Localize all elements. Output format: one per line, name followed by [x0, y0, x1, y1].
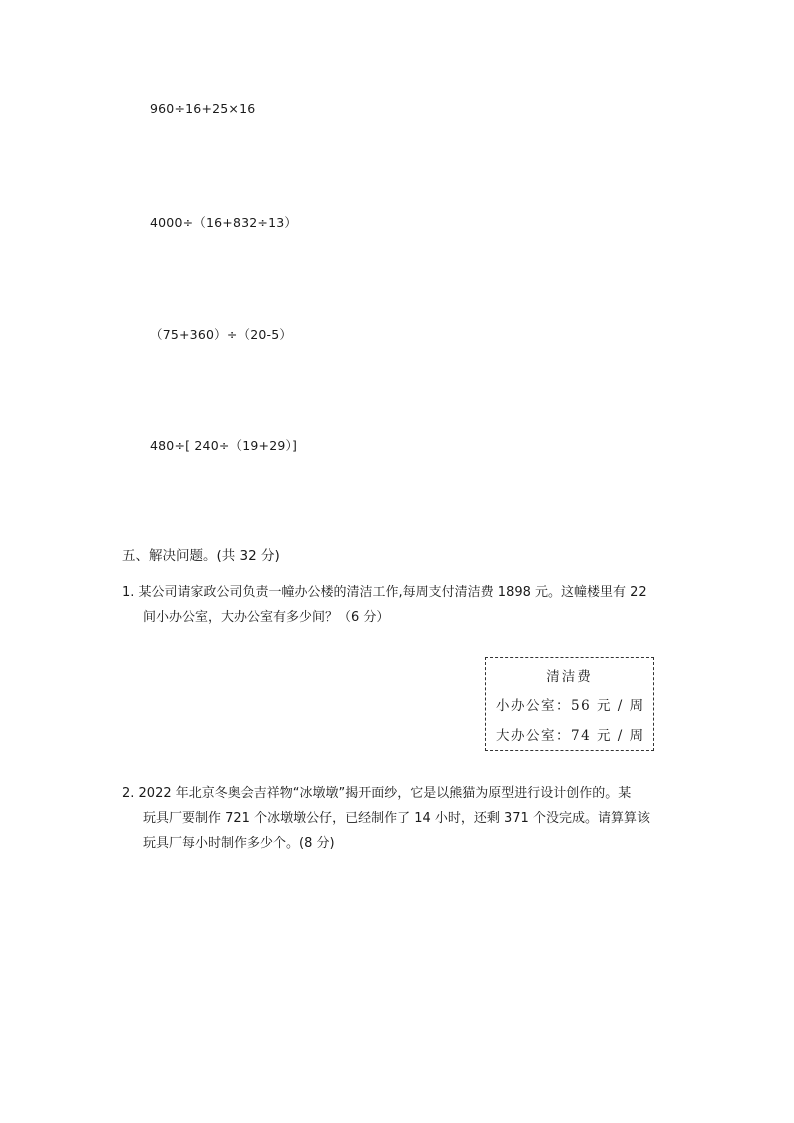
problem-2: [122, 781, 682, 856]
problem-1: [122, 580, 682, 630]
price-box: [485, 657, 654, 751]
price-box-large-office: 大办公室：74 元 / 周: [496, 728, 645, 744]
problem-2-line-3: 玩具厂每小时制作多少个。(8 分): [143, 836, 335, 851]
problem-1-line-2: 间小办公室，大办公室有多少间？（6 分）: [143, 610, 390, 625]
problem-2-line-1: 2. 2022 年北京冬奥会吉祥物“冰墩墩”揭开面纱，它是以熊猫为原型进行设计创作的。某: [122, 786, 632, 801]
problem-1-line-1: 1. 某公司请家政公司负责一幢办公楼的清洁工作,每周支付清洁费 1898 元。这幢楼里有 22: [122, 585, 647, 600]
price-box-small-office: 小办公室：56 元 / 周: [496, 698, 645, 714]
problem-2-line-2: 玩具厂要制作 721 个冰墩墩公仔，已经制作了 14 小时，还剩 371 个没完成。请算算该: [143, 811, 650, 826]
expression-1: 960÷16+25×16: [150, 101, 256, 116]
expression-4: 480÷[ 240÷（19+29）]: [150, 438, 298, 453]
expression-2: 4000÷（16+832÷13）: [150, 215, 298, 230]
expression-3: （75+360）÷（20-5）: [150, 327, 293, 342]
section-title: 五、解决问题。(共 32 分): [122, 548, 280, 564]
price-box-title: 清洁费: [546, 669, 593, 685]
